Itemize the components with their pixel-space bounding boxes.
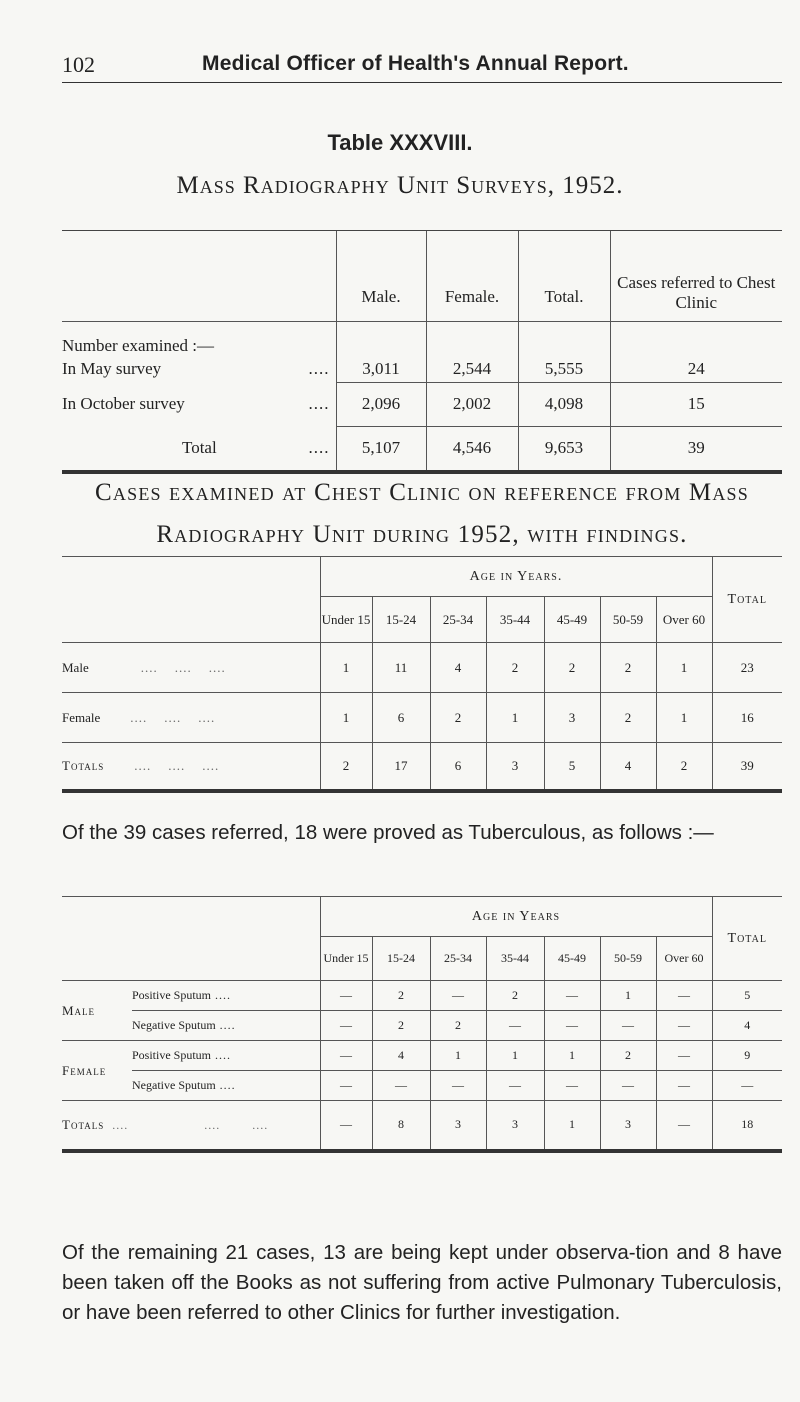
table1-group-row [62,322,782,357]
page-number: 102 [62,52,95,77]
row-label: Total [182,438,217,457]
cell: 17 [372,743,430,791]
table1-corner [62,231,336,322]
table-row: Male .... .... .... 1 11 4 2 2 2 1 23 [62,643,782,693]
table2-title-line1: Cases examined at Chest Clinic on reference from Mass [95,479,749,506]
cell: 39 [712,743,782,791]
cell: — [430,981,486,1011]
cell: 39 [610,426,782,472]
cell: 3 [486,743,544,791]
cell: 2 [486,981,544,1011]
cell: 5,107 [336,426,426,472]
cell: — [656,1101,712,1151]
table2-corner [62,557,320,643]
cell: 18 [712,1101,782,1151]
age-col: 15-24 [372,937,430,981]
group-label: Number examined :— [62,336,215,355]
cell: 4 [712,1011,782,1041]
age-col: Over 60 [656,597,712,643]
cell: — [656,1071,712,1101]
cell: 2,096 [336,382,426,426]
tuberculous-cases-table [62,896,782,1153]
cell: 1 [430,1041,486,1071]
cell: 1 [544,1041,600,1071]
cell: 4 [372,1041,430,1071]
cell: 6 [430,743,486,791]
total-header: Total [712,897,782,981]
table-row: In October survey .... 2,096 2,002 4,098 15 [62,382,782,426]
row-label: Male [62,659,89,675]
cell: 23 [712,643,782,693]
row-label: In May survey [62,359,162,378]
cell: — [600,1011,656,1041]
age-col: 35-44 [486,937,544,981]
cell: 5,555 [518,356,610,382]
cell: 2,002 [426,382,518,426]
cell: 2 [486,643,544,693]
age-col: 45-49 [544,597,600,643]
cell: 4 [600,743,656,791]
table-row: In May survey .... 3,011 2,544 5,555 24 [62,356,782,382]
cell: 16 [712,693,782,743]
row-label: Female [62,709,101,725]
cell: — [430,1071,486,1101]
cell: 2 [656,743,712,791]
age-col: 35-44 [486,597,544,643]
mass-radiography-surveys-table [62,230,782,474]
col-female: Female. [426,231,518,322]
age-col: 25-34 [430,937,486,981]
cell: 4 [430,643,486,693]
cell: 1 [600,981,656,1011]
page-header [62,52,782,83]
table-row: Negative Sputum .... — 2 2 — — — — 4 [62,1011,782,1041]
cell: 6 [372,693,430,743]
running-title: Medical Officer of Health's Annual Report. [202,52,629,75]
total-header: Total [712,557,782,643]
cell: 1 [656,643,712,693]
cell: 9 [712,1041,782,1071]
cell: — [544,1071,600,1101]
table2-age-header-row [62,557,782,597]
cell: — [320,1071,372,1101]
paragraph-remaining-cases: Of the remaining 21 cases, 13 are being kept under observa-tion and 8 have been taken off the Books as not suffering from active Pulmonary Tuberculosis, or have been referred to other Clinics for further investigation. [62,1241,782,1324]
cell: — [544,981,600,1011]
cell: — [544,1011,600,1041]
row-label: Positive Sputum [132,1048,212,1062]
table-row: Female .... .... .... 1 6 2 1 3 2 1 16 [62,693,782,743]
cell: 2 [600,643,656,693]
cell: — [320,1011,372,1041]
table-row: Totals .... .... .... — 8 3 3 1 3 — 18 [62,1101,782,1151]
cell: 24 [610,356,782,382]
cell: 4,546 [426,426,518,472]
cell: 2,544 [426,356,518,382]
row-label: Negative Sputum [132,1018,216,1032]
cell: 2 [430,1011,486,1041]
cell: 1 [656,693,712,743]
cell: — [656,981,712,1011]
table-row: Negative Sputum .... — — — — — — — — [62,1071,782,1101]
cell: 9,653 [518,426,610,472]
cell: 1 [544,1101,600,1151]
col-male: Male. [336,231,426,322]
cell: — [320,981,372,1011]
table1-header-row [62,231,782,322]
age-col: Under 15 [320,937,372,981]
paragraph-tuberculous: Of the 39 cases referred, 18 were proved as Tuberculous, as follows :— [62,821,714,844]
row-label: Totals [62,757,105,773]
table-row: Male Positive Sputum .... — 2 — 2 — 1 — 5 [62,981,782,1011]
cell: 8 [372,1101,430,1151]
age-col: 15-24 [372,597,430,643]
cell: — [656,1041,712,1071]
cell: — [486,1071,544,1101]
table-row: Female Positive Sputum .... — 4 1 1 1 2 — 9 [62,1041,782,1071]
cell: — [320,1101,372,1151]
cell: 2 [372,981,430,1011]
chest-clinic-cases-table [62,556,782,793]
cell: 3 [430,1101,486,1151]
cell: 3 [544,693,600,743]
table-row: Totals .... .... .... 2 17 6 3 5 4 2 39 [62,743,782,791]
age-col: 50-59 [600,937,656,981]
cell: 4,098 [518,382,610,426]
col-cases-referred: Cases referred to Chest Clinic [610,231,782,322]
cell: 3,011 [336,356,426,382]
row-label: Positive Sputum [132,988,212,1002]
cell: 1 [486,693,544,743]
cell: 1 [320,693,372,743]
table3-corner [62,897,320,981]
age-col: 25-34 [430,597,486,643]
row-label: In October survey [62,394,185,413]
group-label-male: Male [62,1002,96,1018]
age-in-years-header: Age in Years. [320,557,712,597]
cell: — [712,1071,782,1101]
cell: 2 [544,643,600,693]
age-in-years-header: Age in Years [320,897,712,937]
cell: 2 [372,1011,430,1041]
cell: — [656,1011,712,1041]
cell: — [372,1071,430,1101]
table3-age-header-row [62,897,782,937]
age-col: 45-49 [544,937,600,981]
cell: 15 [610,382,782,426]
table-row: Total .... 5,107 4,546 9,653 39 [62,426,782,472]
row-label: Totals [62,1116,105,1132]
cell: 2 [600,693,656,743]
group-label-female: Female [62,1062,107,1078]
cell: 2 [430,693,486,743]
age-col: 50-59 [600,597,656,643]
cell: 1 [486,1041,544,1071]
cell: 3 [486,1101,544,1151]
cell: — [486,1011,544,1041]
cell: 5 [712,981,782,1011]
cell: 2 [600,1041,656,1071]
row-label: Negative Sputum [132,1078,216,1092]
cell: 5 [544,743,600,791]
age-col: Under 15 [320,597,372,643]
cell: 2 [320,743,372,791]
age-col: Over 60 [656,937,712,981]
cell: — [320,1041,372,1071]
table2-title-line2: Radiography Unit during 1952, with findings. [156,521,688,548]
cell: 11 [372,643,430,693]
cell: 3 [600,1101,656,1151]
cell: — [600,1071,656,1101]
cell: 1 [320,643,372,693]
table1-title: Mass Radiography Unit Surveys, 1952. [176,172,624,199]
table-label: Table XXXVIII. [327,130,473,155]
col-total: Total. [518,231,610,322]
